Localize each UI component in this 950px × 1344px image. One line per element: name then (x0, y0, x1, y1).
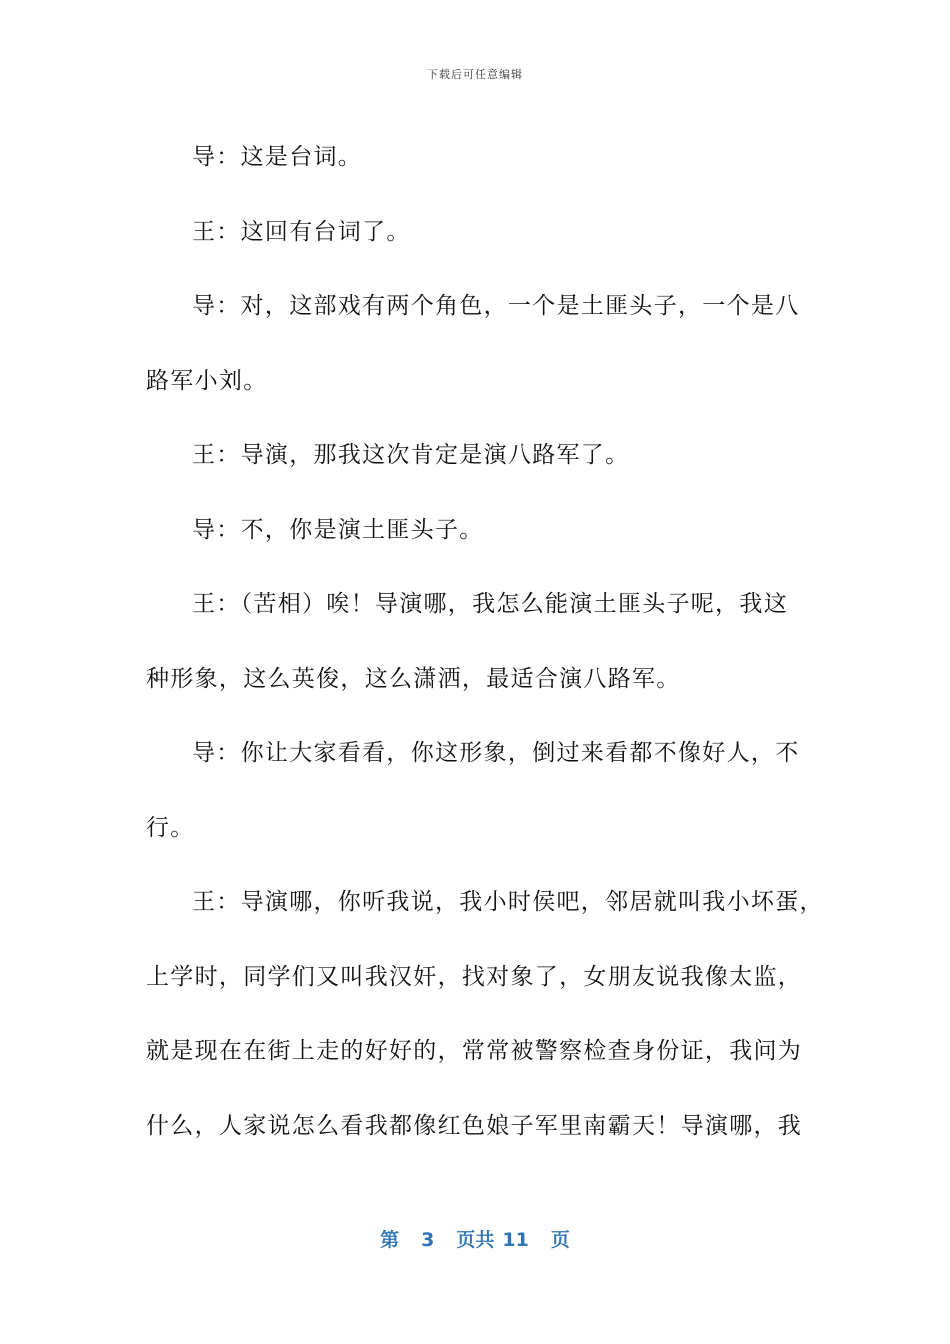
dialogue-line: 就是现在在街上走的好好的，常常被警察检查身份证，我问为 (146, 1038, 803, 1064)
dialogue-line: 王：（苦相）唉！导演哪，我怎么能演土匪头子呢，我这 (192, 591, 788, 617)
dialogue-line: 路军小刘。 (146, 367, 268, 394)
dialogue-line: 什么，人家说怎么看我都像红色娘子军里南霸天！导演哪，我 (146, 1112, 803, 1139)
footer-current-page: 3 (421, 1229, 435, 1251)
dialogue-line: 导：对，这部戏有两个角色，一个是土匪头子，一个是八 (192, 293, 800, 319)
footer-total-pages: 11 (502, 1229, 529, 1251)
dialogue-line: 王：导演，那我这次肯定是演八路军了。 (192, 442, 630, 468)
page-footer (0, 1225, 950, 1252)
dialogue-line: 行。 (146, 814, 195, 841)
dialogue-line: 导：不，你是演土匪头子。 (192, 516, 484, 543)
dialogue-line: 导：这是台词。 (192, 144, 363, 170)
dialogue-line: 导：你让大家看看，你这形象，倒过来看都不像好人，不 (192, 740, 800, 766)
document-body (146, 120, 824, 1163)
footer-suffix: 页 (550, 1229, 570, 1251)
page-header: 下载后可任意编辑 (427, 68, 523, 81)
footer-prefix: 第 (380, 1229, 400, 1251)
dialogue-line: 种形象，这么英俊，这么潇洒，最适合演八路军。 (146, 665, 681, 692)
dialogue-line: 王：导演哪，你听我说，我小时侯吧，邻居就叫我小坏蛋， (192, 889, 824, 915)
dialogue-line: 王：这回有台词了。 (192, 218, 411, 245)
footer-middle: 页共 (456, 1229, 495, 1251)
dialogue-line: 上学时，同学们又叫我汉奸，找对象了，女朋友说我像太监， (146, 963, 803, 990)
